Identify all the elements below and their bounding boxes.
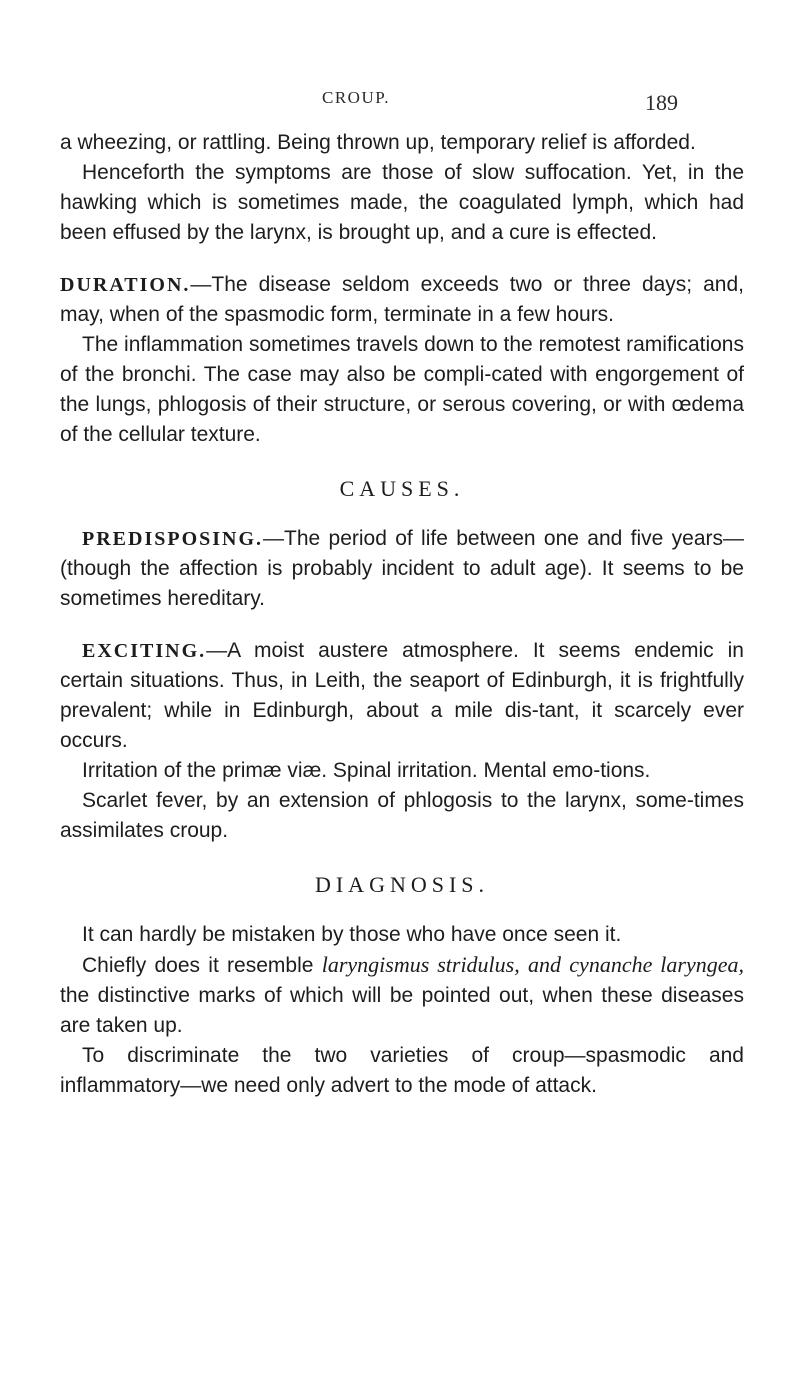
page-number: 189 bbox=[645, 90, 678, 115]
paragraph-resemble bbox=[60, 950, 744, 1041]
causes-heading: CAUSES. bbox=[339, 476, 465, 501]
paragraph-predisposing bbox=[60, 524, 744, 614]
text-block bbox=[60, 128, 744, 1101]
running-head bbox=[0, 72, 800, 115]
term-and: and bbox=[528, 952, 562, 977]
paragraph-mistaken: It can hardly be mistaken by those who have once seen it. bbox=[82, 923, 622, 946]
paragraph-irritation: Irritation of the primæ viæ. Spinal irritation. Mental emo-tions. bbox=[82, 759, 651, 782]
resemble-space bbox=[520, 954, 528, 977]
paragraph-exciting bbox=[60, 636, 744, 756]
exciting-text: —A moist austere atmosphere. It seems endemic in certain situations. Thus, in Leith, the seaport of Edinburgh, it is frightfully prevalent; while in Edinburgh, about a mile dis-tant, it scarcely ever occurs. bbox=[60, 639, 744, 752]
paragraph-discriminate: To discriminate the two varieties of croup—spasmodic and inflammatory—we need only advert to the mode of attack. bbox=[60, 1044, 744, 1097]
predisposing-text: —The period of life between one and five years—(though the affection is probably incident to adult age). It seems to be sometimes hereditary. bbox=[60, 527, 744, 610]
resemble-lead: Chiefly does it resemble bbox=[82, 954, 322, 977]
term-cynanche: cynanche laryngea, bbox=[569, 952, 744, 977]
paragraph-scarlet-fever: Scarlet fever, by an extension of phlogosis to the larynx, some-times assimilates croup. bbox=[60, 789, 744, 842]
running-title: CROUP. bbox=[322, 88, 391, 107]
duration-label: DURATION. bbox=[60, 274, 191, 296]
paragraph-continuation: a wheezing, or rattling. Being thrown up, temporary relief is afforded. bbox=[60, 131, 696, 154]
paragraph-duration bbox=[60, 270, 744, 330]
exciting-label: EXCITING. bbox=[82, 640, 207, 662]
duration-text: —The disease seldom exceeds two or three days; and, may, when of the spasmodic form, terminate in a few hours. bbox=[60, 273, 744, 326]
predisposing-label: PREDISPOSING. bbox=[82, 528, 264, 550]
paragraph-suffocation: Henceforth the symptoms are those of slow suffocation. Yet, in the hawking which is sometimes made, the coagulated lymph, which had been effused by the larynx, is brought up, and a cure is effected. bbox=[60, 161, 744, 244]
resemble-tail: the distinctive marks of which will be pointed out, when these diseases are taken up. bbox=[60, 984, 744, 1037]
diagnosis-heading: DIAGNOSIS. bbox=[314, 872, 490, 897]
term-laryngismus: laryngismus stridulus, bbox=[321, 952, 520, 977]
paragraph-inflammation: The inflammation sometimes travels down to the remotest ramifications of the bronchi. The case may also be compli-cated with engorgement of the lungs, phlogosis of their structure, or serous covering, or with œdema of the cellular texture. bbox=[60, 333, 744, 446]
